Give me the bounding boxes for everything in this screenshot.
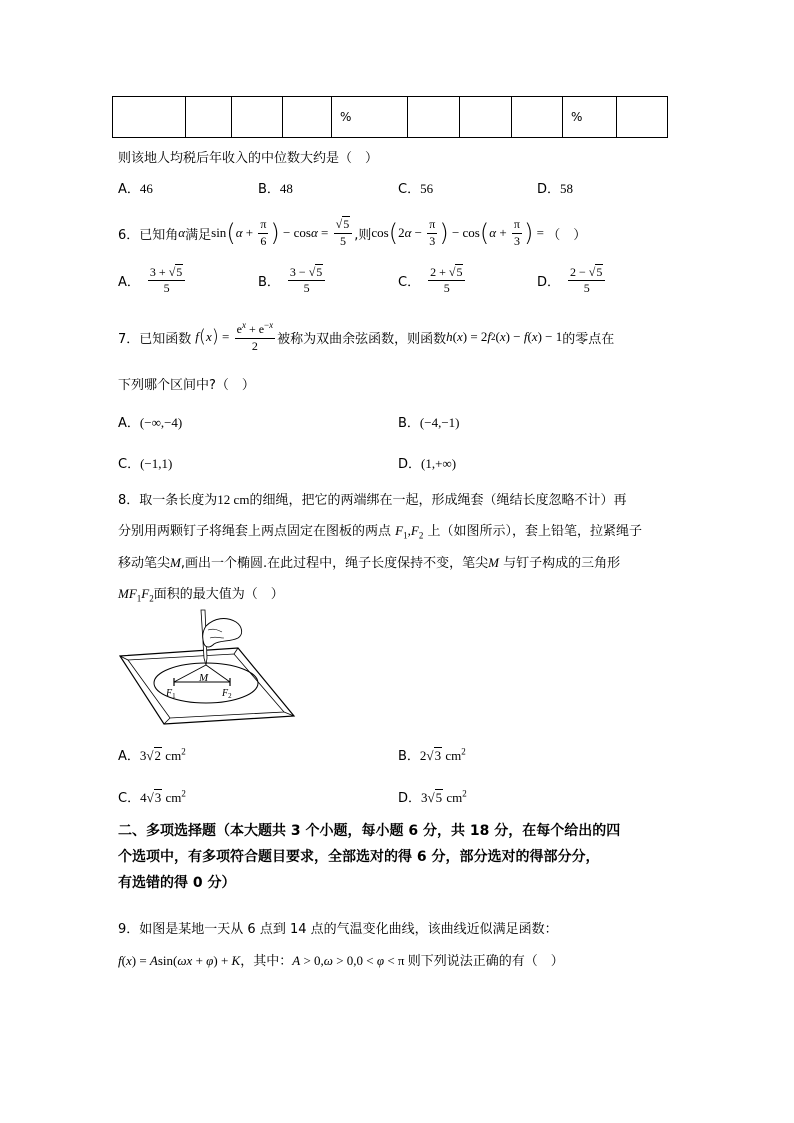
question-number: 7． xyxy=(118,331,140,347)
q6-option-b[interactable]: B． $\frac{3 - √5}{5}$ xyxy=(258,266,327,295)
hand-icon xyxy=(203,619,242,647)
q5-option-c[interactable]: C．56 xyxy=(398,181,434,197)
table-cell xyxy=(460,97,512,138)
label-M: M xyxy=(199,672,209,684)
q8-line1: 8．取一条长度为12 cm的细绳，把它的两端绑在一起，形成绳套（绳结长度忽略不计）再 xyxy=(118,492,627,508)
label-F2: $F_2$ xyxy=(222,688,232,700)
q8-option-d[interactable]: D．3√5 $cm^2$ xyxy=(398,788,467,806)
question-7: 7． 已知函数 f ( x ) = $\frac{e^x + e^{-x}}{2}$ 被称为双曲余弦函数，则函数 h ( x ) = 2 f 2 ( x ) − f ( x ) − 1 的零点在 xyxy=(118,320,615,353)
question-6: 6． 已知角 α 满足 sin ( α + $\frac{\pi}{6}$ ) − cos α = $\frac{√5}{5}$ ,则 cos ( 2 α − $\frac{\pi}{3}$ ) − cos ( α + $\frac{\pi}{3}$ ) = （ ） xyxy=(118,217,587,248)
section-2-heading: 二、多项选择题（本大题共 3 个小题，每小题 6 分，共 18 分，在每个给出的四 个选项中，有多项符合题目要求，全部选对的得 6 分，部分选对的得部分分， 有选错的得 0 分） xyxy=(118,823,621,891)
table-cell: % xyxy=(563,97,617,138)
q8-line3: 移动笔尖M,画出一个椭圆.在此过程中，绳子长度保持不变，笔尖M 与钉子构成的三角形 xyxy=(118,555,621,571)
label-F1: $F_1$ xyxy=(166,688,176,700)
q8-line2: 分别用两颗钉子将绳套上两点固定在图板的两点 $F_1,F_2$ 上（如图所示），套上铅笔，拉紧绳子 xyxy=(118,523,642,541)
q7-option-c[interactable]: C．(−1,1) xyxy=(118,456,173,472)
table-cell xyxy=(283,97,332,138)
q8-option-a[interactable]: A．3√2 $cm^2$ xyxy=(118,746,186,764)
table-cell xyxy=(512,97,563,138)
table-row xyxy=(113,97,668,138)
q9-line1: 9．如图是某地一天从 6 点到 14 点的气温变化曲线，该曲线近似满足函数： xyxy=(118,922,558,937)
q9-line2: f(x) = Asin(ωx + φ) + K，其中：A > 0,ω > 0,0 < φ < π 则下列说法正确的有（ ） xyxy=(118,953,564,969)
q8-option-c[interactable]: C．4√3 $cm^2$ xyxy=(118,788,186,806)
q6-option-c[interactable]: C． $\frac{2 + √5}{5}$ xyxy=(398,266,467,295)
income-table xyxy=(112,96,668,138)
q7-option-a[interactable]: A．(−∞,−4) xyxy=(118,415,183,431)
q8-option-b[interactable]: B．2√3 $cm^2$ xyxy=(398,746,466,764)
q8-line4: $MF_1F_2$面积的最大值为（ ） xyxy=(118,586,284,604)
question-number: 8． xyxy=(118,493,140,508)
q5-option-b[interactable]: B．48 xyxy=(258,181,293,197)
question-number: 6． xyxy=(118,227,140,243)
table-cell xyxy=(232,97,283,138)
q7-option-b[interactable]: B．(−4,−1) xyxy=(398,415,460,431)
q6-option-a[interactable]: A． $\frac{3 + √5}{5}$ xyxy=(118,266,187,295)
ellipse-board-figure xyxy=(118,608,298,728)
q7-line2: 下列哪个区间中?（ ） xyxy=(118,378,255,393)
q7-option-d[interactable]: D．(1,+∞) xyxy=(398,456,457,472)
q5-option-a[interactable]: A．46 xyxy=(118,181,153,197)
equation: sin xyxy=(211,225,227,240)
q5-option-d[interactable]: D．58 xyxy=(537,181,574,197)
table-cell: % xyxy=(332,97,408,138)
question-number: 9． xyxy=(118,922,140,937)
q6-option-d[interactable]: D． $\frac{2 - √5}{5}$ xyxy=(537,266,607,295)
q5-stem: 则该地人均税后年收入的中位数大约是（ ） xyxy=(118,151,379,166)
table-cell xyxy=(113,97,186,138)
table-cell xyxy=(617,97,668,138)
table-cell xyxy=(408,97,460,138)
table-cell xyxy=(186,97,232,138)
